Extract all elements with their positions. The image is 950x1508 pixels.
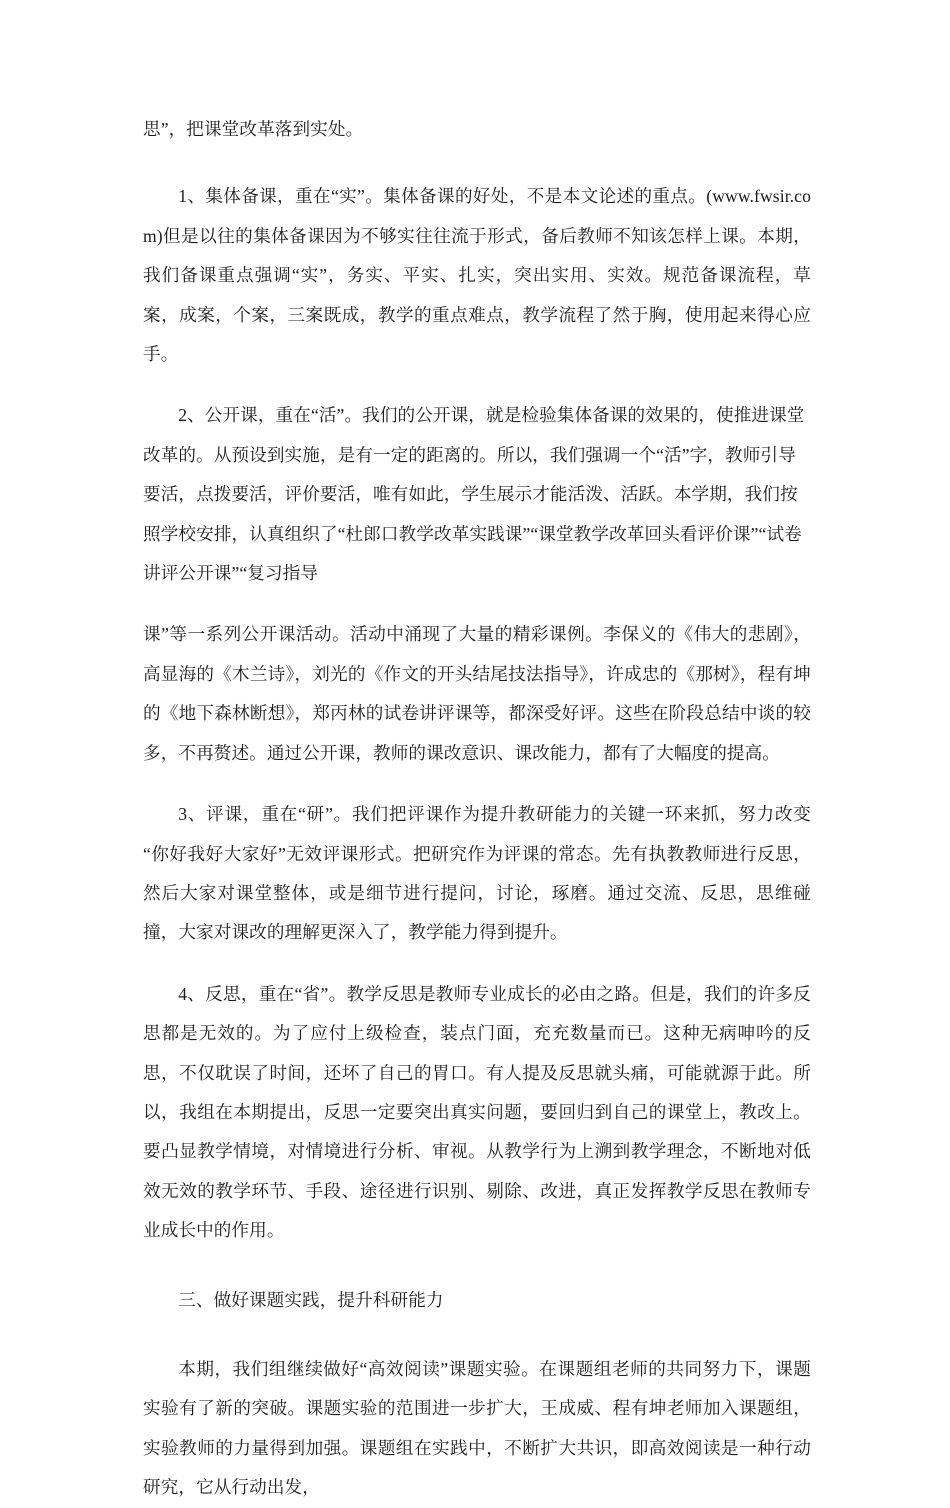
paragraph-continuation-top: 思”，把课堂改革落到实处。 [143,119,364,139]
document-text-body [143,110,811,1508]
section-heading-three: 三、做好课题实践，提升科研能力 [178,1289,444,1310]
paragraph-research-practice: 本期，我们组继续做好“高效阅读”课题实验。在课题组老师的共同努力下，课题实验有了新的突破。课题实验的范围进一步扩大，王成威、程有坤老师加入课题组，实验教师的力量得到加强。课题组在实践中，不断扩大共识，即高效阅读是一种行动研究，它从行动出发， [143,1358,811,1498]
paragraph-item-4-reflection: 4、反思，重在“省”。教学反思是教师专业成长的必由之路。但是，我们的许多反思都是无效的。为了应付上级检查，装点门面，充充数量而已。这种无病呻吟的反思，不仅耽误了时间，还坏了自己的胃口。有人提及反思就头痛，可能就源于此。所以，我组在本期提出，反思一定要突出真实问题，要回归到自己的课堂上，教改上。要凸显教学情境，对情境进行分析、审视。从教学行为上溯到教学理念，不断地对低效无效的教学环节、手段、途径进行识别、剔除、改进，真正发挥教学反思在教师专业成长中的作用。 [143,983,811,1241]
paragraph-item-2-open-class-part2: 课”等一系列公开课活动。活动中涌现了大量的精彩课例。李保义的《伟大的悲剧》，高显海的《木兰诗》，刘光的《作文的开头结尾技法指导》，许成忠的《那树》，程有坤的《地下森林断想》，郑丙林的试卷讲评课等，都深受好评。这些在阶段总结中谈的较多，不再赘述。通过公开课，教师的课改意识、课改能力，都有了大幅度的提高。 [143,624,811,763]
paragraph-item-1-collective-lesson-prep: 1、集体备课，重在“实”。集体备课的好处，不是本文论述的重点。(www.fwsir.com)但是以往的集体备课因为不够实往往流于形式，备后教师不知该怎样上课。本期，我们备课重点强调“实”，务实、平实、扎实，突出实用、实效。规范备课流程，草案，成案，个案，三案既成，教学的重点难点，教学流程了然于胸，使用起来得心应手。 [143,186,811,365]
paragraph-item-3-class-review: 3、评课，重在“研”。我们把评课作为提升教研能力的关键一环来抓，努力改变“你好我好大家好”无效评课形式。把研究作为评课的常态。先有执教教师进行反思，然后大家对课堂整体，或是细节进行提问，讨论，琢磨。通过交流、反思，思维碰撞，大家对课改的理解更深入了，教学能力得到提升。 [143,804,811,943]
paragraph-item-2-open-class-part1: 2、公开课，重在“活”。我们的公开课，就是检验集体备课的效果的，使推进课堂改革的。从预设到实施，是有一定的距离的。所以，我们强调一个“活”字，教师引导要活，点拨要活，评价要活，唯有如此，学生展示才能活泼、活跃。本学期，我们按照学校安排，认真组织了“杜郎口教学改革实践课”“课堂教学改革回头看评价课”“试卷讲评公开课”“复习指导 [143,405,805,584]
